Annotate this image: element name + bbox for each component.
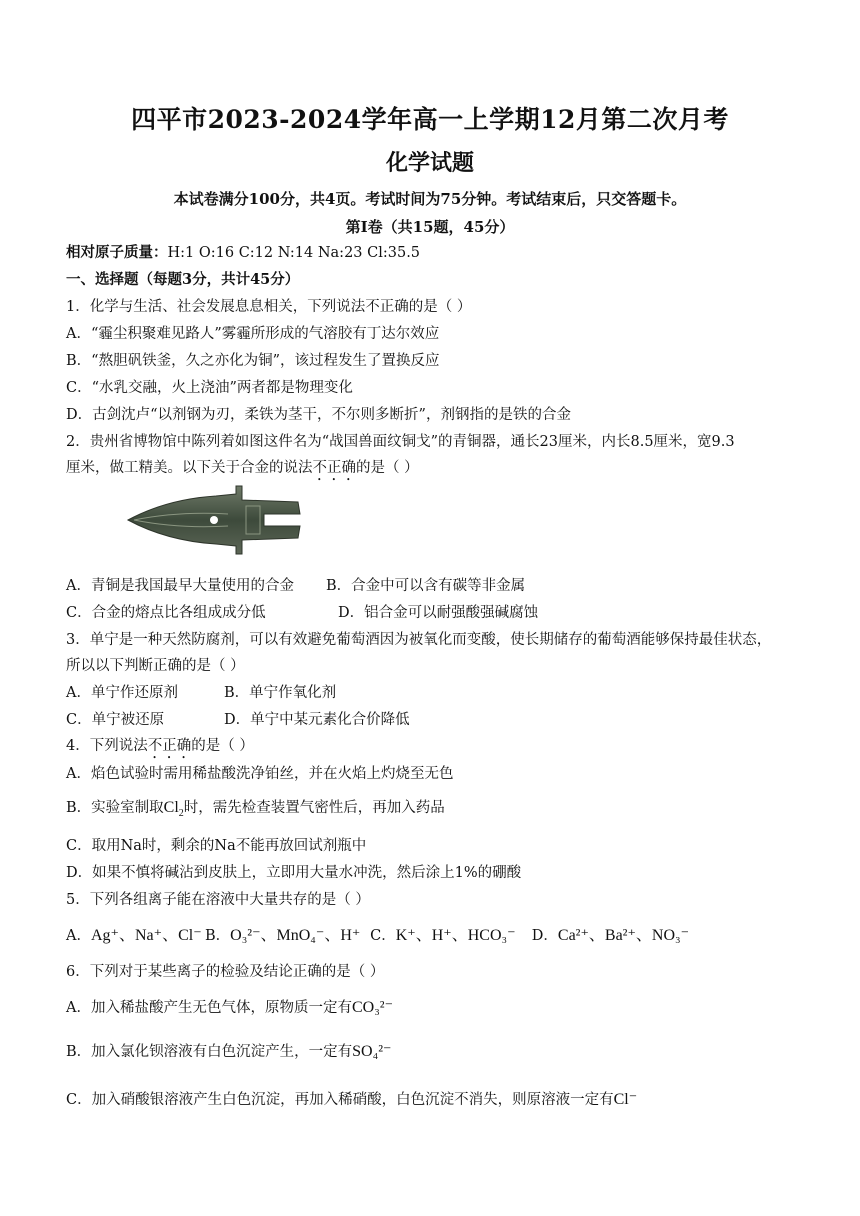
q3-options-row1 [66, 683, 336, 703]
q5-options [66, 926, 689, 946]
q2-option-a: A．青铜是我国最早大量使用的合金 [66, 578, 294, 594]
q6-option-c [66, 1090, 637, 1110]
q2-options-row1 [66, 576, 525, 596]
chloride-ion: Cl⁻ [613, 1091, 638, 1108]
q3-option-b: B．单宁作氧化剂 [224, 685, 337, 701]
q6-option-b-text: B．加入氯化钡溶液有白色沉淀产生，一定有 [66, 1044, 353, 1060]
q2-emphasis: 不正确 [312, 460, 356, 476]
q6-option-c-text: C．加入硝酸银溶液产生白色沉淀，再加入稀硝酸，白色沉淀不消失，则原溶液一定有 [66, 1092, 614, 1108]
q3-stem-line2: 所以以下判断正确的是（ ） [66, 658, 245, 674]
q4-stem-tail: 的是（ ） [191, 738, 254, 754]
q2-option-d: D．铝合金可以耐强酸强碱腐蚀 [338, 605, 539, 621]
q4-option-b [66, 798, 445, 824]
q5-option-c-ions: K⁺、H⁺、HCO₃⁻ [395, 927, 516, 944]
q2-options-row2 [66, 603, 538, 623]
q4-option-a: A．焰色试验时需用稀盐酸洗净铂丝，并在火焰上灼烧至无色 [66, 766, 454, 782]
q5-stem: 5．下列各组离子能在溶液中大量共存的是（ ） [66, 892, 370, 908]
q1-option-a: A．“霾尘积聚难见路人”雾霾所形成的气溶胶有丁达尔效应 [66, 326, 440, 342]
q3-option-a: A．单宁作还原剂 [66, 685, 178, 701]
chlorine-symbol: Cl [163, 799, 179, 816]
part-heading: 第I卷（共15题，45分） [345, 218, 515, 236]
exam-title: 四平市2023-2024学年高一上学期12月第二次月考 [131, 105, 729, 134]
q5-option-a-ions: Ag⁺、Na⁺、Cl⁻ [90, 927, 202, 944]
q1-option-d: D．古剑沈卢“以剂钢为刃，柔铁为茎干，不尔则多断折”，剂钢指的是铁的合金 [66, 407, 571, 423]
atomic-mass-label: 相对原子质量： [66, 244, 168, 261]
q4-stem [66, 736, 254, 762]
q2-stem-line2 [66, 458, 419, 484]
sulfate-ion: SO₄²⁻ [352, 1043, 392, 1060]
q4-option-b-text: B．实验室制取 [66, 800, 164, 816]
q1-option-c: C．“水乳交融，火上浇油”两者都是物理变化 [66, 380, 353, 396]
q3-option-d: D．单宁中某元素化合价降低 [224, 712, 410, 728]
exam-note: 本试卷满分100分，共4页。考试时间为75分钟。考试结束后，只交答题卡。 [173, 190, 687, 208]
q2-stem-text: 厘米，做工精美。以下关于合金的说法 [66, 460, 313, 476]
q3-options-row2 [66, 710, 410, 730]
q2-option-c: C．合金的熔点比各组成成分低 [66, 605, 266, 621]
atomic-mass-line [66, 243, 420, 263]
q5-option-a-label: A． [66, 928, 91, 944]
q2-stem-line1: 2．贵州省博物馆中陈列着如图这件名为“战国兽面纹铜戈”的青铜器，通长23厘米，内长8.5厘米，宽9.3 [66, 434, 735, 450]
q6-option-b [66, 1042, 391, 1062]
q4-option-d: D．如果不慎将碱沾到皮肤上，立即用大量水冲洗，然后涂上1%的硼酸 [66, 865, 522, 881]
chlorine-subscript: 2 [178, 808, 184, 820]
section-heading: 一、选择题（每题3分，共计45分） [66, 271, 300, 288]
q4-emphasis: 不正确 [147, 738, 192, 754]
q5-option-d-label: D． [531, 928, 558, 944]
q4-option-c: C．取用Na时，剩余的Na不能再放回试剂瓶中 [66, 838, 367, 854]
q6-option-a-text: A．加入稀盐酸产生无色气体，原物质一定有 [66, 1000, 352, 1016]
q5-option-d-ions: Ca²⁺、Ba²⁺、NO₃⁻ [557, 927, 690, 944]
q3-option-c: C．单宁被还原 [66, 712, 165, 728]
q2-option-b: B．合金中可以含有碳等非金属 [325, 578, 526, 594]
q6-option-a [66, 998, 393, 1018]
chlorine-formula [163, 799, 184, 820]
q1-stem: 1．化学与生活、社会发展息息相关，下列说法不正确的是（ ） [66, 299, 472, 315]
q2-stem-tail: 的是（ ） [356, 460, 419, 476]
q3-stem-line1: 3．单宁是一种天然防腐剂，可以有效避免葡萄酒因为被氧化而变酸，使长期储存的葡萄酒能够保持最佳状态， [66, 632, 772, 648]
q1-option-b: B．“熬胆矾铁釜，久之亦化为铜”，该过程发生了置换反应 [66, 353, 440, 369]
q5-option-b-label: B． [204, 928, 231, 944]
q5-option-c-label: C． [370, 928, 396, 944]
q4-option-b-tail: 时，需先检查装置气密性后，再加入药品 [183, 800, 445, 816]
atomic-mass-values: H:1 O:16 C:12 N:14 Na:23 Cl:35.5 [167, 245, 421, 261]
q4-stem-text: 4．下列说法 [66, 738, 148, 754]
bronze-dagger-axe-image [124, 484, 304, 556]
exam-subtitle: 化学试题 [385, 150, 474, 176]
carbonate-ion: CO₃²⁻ [351, 999, 394, 1016]
q5-option-b-ions: O₃²⁻、MnO₄⁻、H⁺ [230, 927, 361, 944]
q6-stem: 6．下列对于某些离子的检验及结论正确的是（ ） [66, 964, 385, 980]
